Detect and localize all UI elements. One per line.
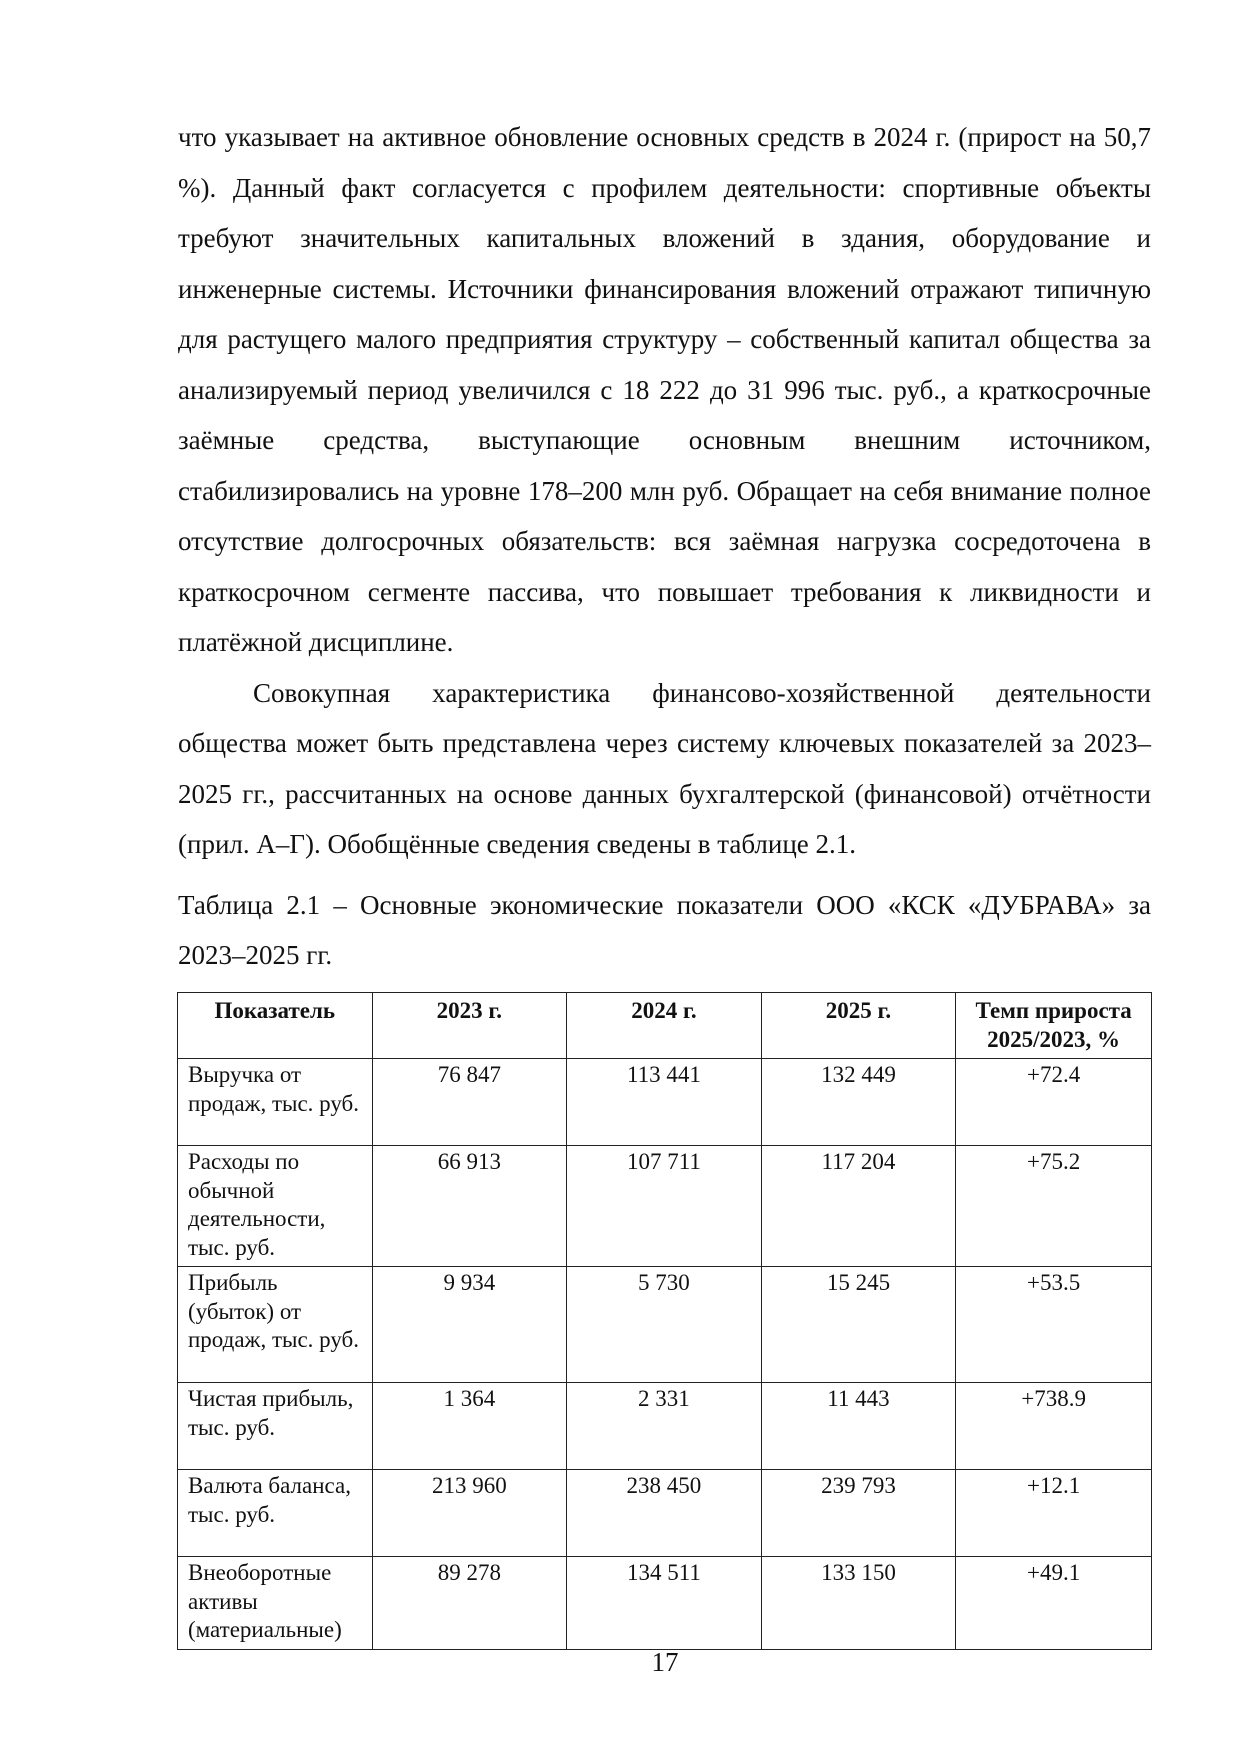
cell-2024: 2 331 [567,1383,762,1470]
cell-2025: 15 245 [761,1267,956,1383]
row-label: Валюта баланса, тыс. руб. [178,1470,373,1557]
body-text [178,112,1151,870]
cell-2024: 113 441 [567,1059,762,1146]
cell-2025: 133 150 [761,1557,956,1650]
row-label: Чистая прибыль, тыс. руб. [178,1383,373,1470]
header-year-2023: 2023 г. [372,993,567,1059]
economic-indicators-table [177,992,1152,1650]
row-label: Внеоборотные активы (материальные) [178,1557,373,1650]
cell-growth: +49.1 [956,1557,1152,1650]
page-number: 17 [651,1647,679,1677]
cell-2023: 1 364 [372,1383,567,1470]
cell-2025: 132 449 [761,1059,956,1146]
cell-2023: 9 934 [372,1267,567,1383]
paragraph-fixed-assets-financing: что указывает на активное обновление основных средств в 2024 г. (прирост на 50,7 %). Данный факт согласуется с профилем деятельности: спортивные объекты требуют значительных капитальных вложений в здания, оборудование и инженерные системы. Источники финансирования вложений отражают типичную для растущего малого предприятия структуру – собственный капитал общества за анализируемый период увеличился с 18 222 до 31 996 тыс. руб., а краткосрочные заёмные средства, выступающие основным внешним источником, стабилизировались на уровне 178–200 млн руб. Обращает на себя внимание полное отсутствие долгосрочных обязательств: вся заёмная нагрузка сосредоточена в краткосрочном сегменте пассива, что повышает требования к ликвидности и платёжной дисциплине. [178,122,1151,657]
cell-2025: 117 204 [761,1146,956,1267]
header-year-2025: 2025 г. [761,993,956,1059]
cell-growth: +12.1 [956,1470,1152,1557]
table-row [178,1470,1152,1557]
cell-2023: 76 847 [372,1059,567,1146]
cell-growth: +75.2 [956,1146,1152,1267]
header-growth-rate: Темп прироста 2025/2023, % [956,993,1152,1059]
cell-2024: 5 730 [567,1267,762,1383]
cell-2024: 238 450 [567,1470,762,1557]
table-row [178,1267,1152,1383]
cell-2024: 134 511 [567,1557,762,1650]
table-row [178,1059,1152,1146]
cell-2024: 107 711 [567,1146,762,1267]
row-label: Выручка от продаж, тыс. руб. [178,1059,373,1146]
table-row [178,1146,1152,1267]
cell-2025: 11 443 [761,1383,956,1470]
cell-2023: 213 960 [372,1470,567,1557]
cell-2023: 66 913 [372,1146,567,1267]
row-label: Расходы по обычной деятельности, тыс. руб. [178,1146,373,1267]
table-row [178,1557,1152,1650]
row-label: Прибыль (убыток) от продаж, тыс. руб. [178,1267,373,1383]
cell-growth: +53.5 [956,1267,1152,1383]
table-caption: Таблица 2.1 – Основные экономические показатели ООО «КСК «ДУБРАВА» за 2023–2025 гг. [178,890,1151,970]
cell-growth: +72.4 [956,1059,1152,1146]
header-year-2024: 2024 г. [567,993,762,1059]
cell-growth: +738.9 [956,1383,1152,1470]
paragraph-key-indicators-intro: Совокупная характеристика финансово-хозяйственной деятельности общества может быть представлена через систему ключевых показателей за 2023–2025 гг., рассчитанных на основе данных бухгалтерской (финансовой) отчётности (прил. А–Г). Обобщённые сведения сведены в таблице 2.1. [178,677,1151,859]
header-indicator: Показатель [178,993,373,1059]
table-header-row [178,993,1152,1059]
cell-2023: 89 278 [372,1557,567,1650]
cell-2025: 239 793 [761,1470,956,1557]
table-row [178,1383,1152,1470]
